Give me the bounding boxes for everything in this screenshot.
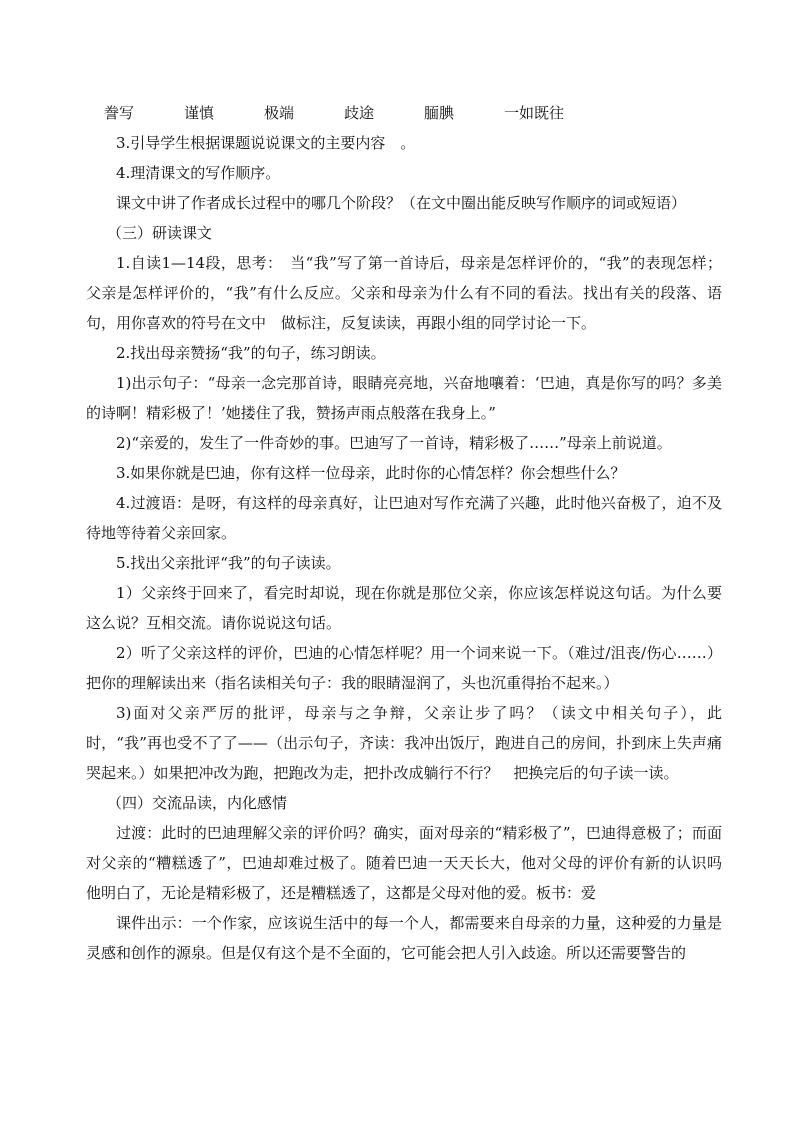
paragraph: 课文中讲了作者成长过程中的哪几个阶段？（在文中圈出能反映写作顺序的词或短语） (116, 194, 687, 212)
vocab-word: 极端 (264, 104, 295, 122)
paragraph: 2）听了父亲这样的评价，巴迪的心情怎样呢？用一个词来说一下。（难过/沮丧/伤心……）把你的理解读出来（指名读相关句子：我的眼睛湿润了，头也沉重得抬不起来。） (86, 644, 722, 692)
paragraph: 1)出示句子：“母亲一念完那首诗，眼睛亮亮地，兴奋地嚷着：‘巴迪，真是你写的吗？多美的诗啊！精彩极了！’她搂住了我，赞扬声雨点般落在我身上。” (86, 374, 722, 422)
paragraph: 5.找出父亲批评“我”的句子读读。 (116, 554, 341, 572)
paragraph: 2.找出母亲赞扬“我”的句子，练习朗读。 (116, 344, 386, 362)
paragraph: 1.自读1—14段，思考： 当“我”写了第一首诗后，母亲是怎样评价的，“我”的表现怎样；父亲是怎样评价的，“我”有什么反应。父亲和母亲为什么有不同的看法。找出有关的段落、语句，用你喜欢的符号在文中 做标注，反复读读，再跟小组的同学讨论一下。 (86, 254, 722, 332)
vocab-word: 歧途 (344, 104, 375, 122)
paragraph: 过渡：此时的巴迪理解父亲的评价吗？确实，面对母亲的“精彩极了”，巴迪得意极了；而面对父亲的“糟糕透了”，巴迪却难过极了。随着巴迪一天天长大，他对父母的评价有新的认识吗 他明白了，无论是精彩极了，还是糟糕透了，这都是父母对他的爱。板书：爱 (86, 824, 738, 902)
vocab-word: 誊写 (104, 104, 135, 122)
paragraph: 2)“亲爱的，发生了一件奇妙的事。巴迪写了一首诗，精彩极了……”母亲上前说道。 (116, 434, 672, 452)
vocab-word: 一如既往 (504, 104, 565, 122)
paragraph: 4.理清课文的写作顺序。 (116, 164, 281, 182)
paragraph: 课件出示：一个作家，应该说生活中的每一个人，都需要来自母亲的力量，这种爱的力量是灵感和创作的源泉。但是仅有这个是不全面的，它可能会把人引入歧途。所以还需要警告的 (86, 914, 722, 962)
vocab-word: 谨慎 (184, 104, 215, 122)
paragraph: 3.如果你就是巴迪，你有这样一位母亲，此时你的心情怎样？你会想些什么？ (116, 464, 626, 482)
section-heading: （四）交流品读，内化感情 (107, 794, 288, 812)
section-heading: （三）研读课文 (107, 224, 213, 242)
paragraph: 3.引导学生根据课题说说课文的主要内容 。 (116, 134, 416, 152)
vocab-word: 腼腆 (424, 104, 455, 122)
paragraph: 1）父亲终于回来了，看完时却说，现在你就是那位父亲，你应该怎样说这句话。为什么要这么说？互相交流。请你说说这句话。 (86, 584, 722, 632)
paragraph: 4.过渡语：是呀，有这样的母亲真好，让巴迪对写作充满了兴趣，此时他兴奋极了，迫不及待地等待着父亲回家。 (86, 494, 722, 542)
document-body (86, 128, 738, 968)
paragraph: 3)面对父亲严厉的批评，母亲与之争辩，父亲让步了吗？（读文中相关句子），此时，“我”再也受不了了——（出示句子，齐读：我冲出饭厅，跑进自己的房间，扑到床上失声痛哭起来。）如果把冲改为跑，把跑改为走，把扑改成躺行不行？ 把换完后的句子读一读。 (86, 704, 722, 782)
